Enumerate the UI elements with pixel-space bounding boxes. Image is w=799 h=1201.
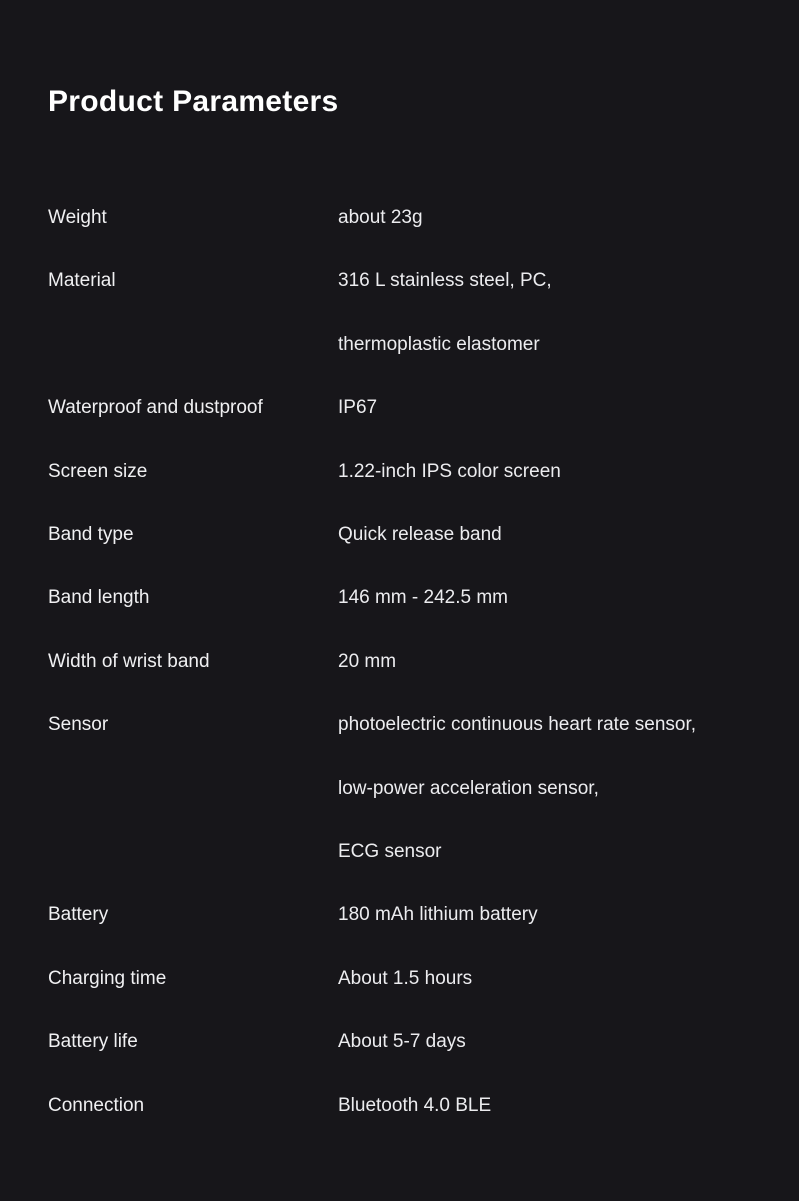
parameter-row (48, 376, 768, 439)
parameter-value: 180 mAh lithium battery (338, 904, 538, 926)
parameter-label: Weight (48, 207, 107, 228)
parameter-value: photoelectric continuous heart rate sensor, (338, 714, 697, 736)
parameter-value: Bluetooth 4.0 BLE (338, 1094, 492, 1116)
parameter-values (338, 440, 768, 503)
parameter-label: Sensor (48, 714, 109, 736)
parameter-label: Battery life (48, 1031, 138, 1053)
parameter-value: IP67 (338, 397, 378, 419)
parameter-row (48, 249, 768, 376)
parameter-value: 20 mm (338, 650, 397, 672)
parameter-value: 146 mm - 242.5 mm (338, 587, 508, 609)
parameter-label: Battery (48, 904, 109, 926)
parameter-values (338, 693, 768, 883)
parameter-label: Connection (48, 1094, 145, 1116)
parameter-value: low-power acceleration sensor, (338, 777, 599, 799)
parameter-values (338, 503, 768, 566)
parameter-row (48, 1010, 768, 1073)
parameter-values (338, 249, 768, 376)
parameter-value: ECG sensor (338, 841, 442, 863)
parameter-row (48, 947, 768, 1010)
parameter-row (48, 186, 768, 249)
parameter-values (338, 1010, 768, 1073)
parameter-label: Band type (48, 524, 134, 546)
parameter-row (48, 693, 768, 883)
parameter-value: Quick release band (338, 524, 502, 546)
parameter-label: Waterproof and dustproof (48, 397, 263, 419)
parameter-label: Material (48, 270, 116, 292)
parameter-row (48, 440, 768, 503)
parameter-label: Charging time (48, 967, 167, 989)
parameter-value: thermoplastic elastomer (338, 333, 540, 355)
parameter-values (338, 630, 768, 693)
parameter-row (48, 630, 768, 693)
parameter-value: 1.22-inch IPS color screen (338, 460, 561, 482)
page-title: Product Parameters (48, 85, 339, 118)
parameter-label: Band length (48, 587, 150, 609)
parameter-values (338, 883, 768, 946)
parameter-value: about 23g (338, 207, 423, 228)
parameter-values (338, 376, 768, 439)
parameter-values (338, 566, 768, 629)
parameter-row (48, 1074, 768, 1137)
parameter-row (48, 503, 768, 566)
parameter-values (338, 186, 768, 249)
parameter-row (48, 883, 768, 946)
parameter-row (48, 566, 768, 629)
parameter-value: 316 L stainless steel, PC, (338, 270, 552, 292)
parameter-value: About 5-7 days (338, 1031, 466, 1053)
parameter-value: About 1.5 hours (338, 967, 473, 989)
parameter-values (338, 1074, 768, 1137)
parameter-label: Screen size (48, 460, 148, 482)
parameter-label: Width of wrist band (48, 650, 210, 672)
parameters-table (48, 186, 768, 1137)
parameter-values (338, 947, 768, 1010)
